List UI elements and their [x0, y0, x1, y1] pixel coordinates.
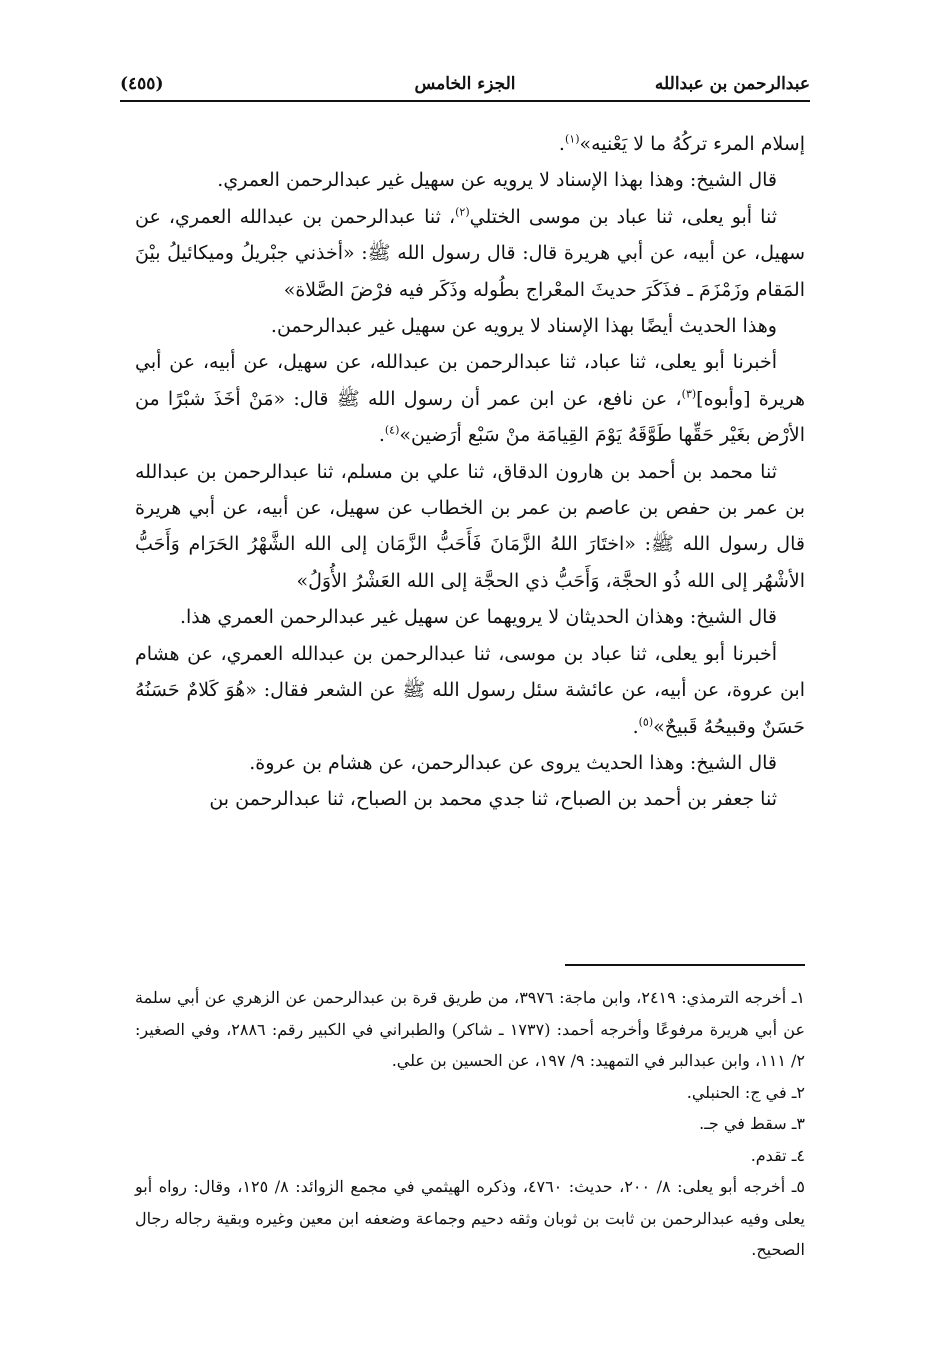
footnote-ref: (٤)	[384, 423, 400, 437]
paragraph-3	[135, 199, 805, 308]
header-author: عبدالرحمن بن عبدالله	[654, 74, 810, 94]
paragraph-7	[135, 599, 805, 635]
body-text	[135, 126, 805, 818]
footnotes	[135, 982, 805, 1266]
paragraph-text: أخبرنا أبو يعلى، ثنا عباد بن موسى، ثنا عبدالرحمن بن عبدالله العمري، عن هشام ابن عروة، عن أبيه، عن عائشة سئل رسول الله ﷺ عن الشعر فقال: «هُوَ كَلامٌ حَسَنُهُ حَسَنٌ وقبيحُهُ قَبيحٌ»	[135, 642, 805, 738]
paragraph-6	[135, 454, 805, 600]
header-volume: الجزء الخامس	[414, 74, 516, 94]
paragraph-text: .	[558, 133, 565, 155]
paragraph-text: ، ثنا عبدالرحمن بن عبدالله العمري، عن سهيل، عن أبيه، عن أبي هريرة قال: قال رسول الله ﷺ: «أخذني جبْريلُ وميكائيلُ بيْنَ المَقام وزَمْزَمَ ـ فذَكَرَ حديثَ المعْراج بطُوله وذَكَر فيه فرْضَ الصَّلاة»	[135, 205, 805, 301]
paragraph-text: قال الشيخ: وهذان الحديثان لا يرويهما عن سهيل غير عبدالرحمن العمري هذا.	[179, 606, 777, 629]
paragraph-8	[135, 636, 805, 745]
paragraph-10	[135, 781, 805, 817]
paragraph-text: أخبرنا أبو يعلى، ثنا عباد، ثنا عبدالرحمن بن عبدالله، عن سهيل، عن أبيه، عن أبي هريرة [وأبوه]	[135, 351, 805, 410]
running-header	[120, 58, 810, 102]
paragraph-text: ، عن نافع، عن ابن عمر أن رسول الله ﷺ قال: «مَنْ أخَذَ شبْرًا من الأرْض بغَيْر حَقِّها طَوَّقَهُ يَوْمَ القِيامَة منْ سَبْع أرَضين»	[135, 387, 805, 447]
paragraph-text: إسلام المرء تركُهُ ما لا يَعْنيه»	[579, 133, 805, 155]
paragraph-text: ثنا محمد بن أحمد بن هارون الدقاق، ثنا علي بن مسلم، ثنا عبدالرحمن بن عبدالله بن عمر بن حفص بن عاصم بن عمر بن الخطاب عن سهيل، عن أبيه، عن أبي هريرة قال رسول الله ﷺ: «اختَارَ اللهُ الزَّمَانَ فَأَحَبُّ الزَّمَان إلى الله الشَّهْرُ الحَرَام وَأَحَبُّ الأشْهُر إلى الله ذُو الحجَّة، وَأَحَبُّ ذي الحجَّة إلى الله العَشْرُ الأُوَلُ»	[135, 460, 805, 592]
footnote-3: ٣ـ سقط في جـ.	[699, 1114, 805, 1133]
header-page-number: (٤٥٥)	[120, 74, 164, 94]
paragraph-text: وهذا الحديث أيضًا بهذا الإسناد لا يرويه عن سهيل غير عبدالرحمن.	[270, 315, 777, 338]
footnote-2: ٢ـ في ج: الحنبلي.	[686, 1082, 805, 1102]
footnote-ref: (١)	[564, 132, 580, 146]
paragraph-2	[135, 162, 805, 198]
footnote-1: ١ـ أخرجه الترمذي: ٢٤١٩، وابن ماجة: ٣٩٧٦، من طريق قرة بن عبدالرحمن عن الزهري عن أبي سلمة عن أبي هريرة مرفوعًا وأخرجه أحمد: (١٧٣٧ ـ شاكر) والطبراني في الكبير رقم: ٢٨٨٦، وفي الصغير: ٢/ ١١١، وابن عبدالبر في التمهيد: ٩/ ١٩٧، عن الحسين بن علي.	[135, 988, 806, 1070]
paragraph-text: .	[378, 424, 385, 447]
paragraph-text: .	[632, 715, 639, 738]
paragraph-text: ثنا جعفر بن أحمد بن الصباح، ثنا جدي محمد بن الصباح، ثنا عبدالرحمن بن	[209, 788, 777, 811]
paragraph-5	[135, 344, 805, 453]
footnote-5: ٥ـ أخرجه أبو يعلى: ٨/ ٢٠٠، حديث: ٤٧٦٠، وذكره الهيثمي في مجمع الزوائد: ٨/ ١٢٥، وقال: رواه أبو يعلى وفيه عبدالرحمن بن ثابت بن ثوبان وثقه دحيم وجماعة وضعفه ابن معين وغيره وبقية رجاله رجال الصحيح.	[135, 1177, 805, 1259]
footnote-4: ٤ـ تقدم.	[750, 1145, 805, 1165]
paragraph-text: قال الشيخ: وهذا بهذا الإسناد لا يرويه عن سهيل غير عبدالرحمن العمري.	[217, 169, 777, 192]
footnote-divider	[565, 964, 805, 966]
footnote-ref: (٢)	[455, 205, 470, 219]
footnote-ref: (٥)	[638, 715, 654, 729]
footnote-ref: (٣)	[681, 387, 697, 401]
paragraph-text: قال الشيخ: وهذا الحديث يروى عن عبدالرحمن، عن هشام بن عروة.	[249, 751, 777, 774]
paragraph-4	[135, 308, 805, 344]
paragraph-9	[135, 745, 805, 781]
paragraph-text: ثنا أبو يعلى، ثنا عباد بن موسى الختلي	[469, 205, 777, 228]
paragraph-1	[135, 126, 805, 162]
